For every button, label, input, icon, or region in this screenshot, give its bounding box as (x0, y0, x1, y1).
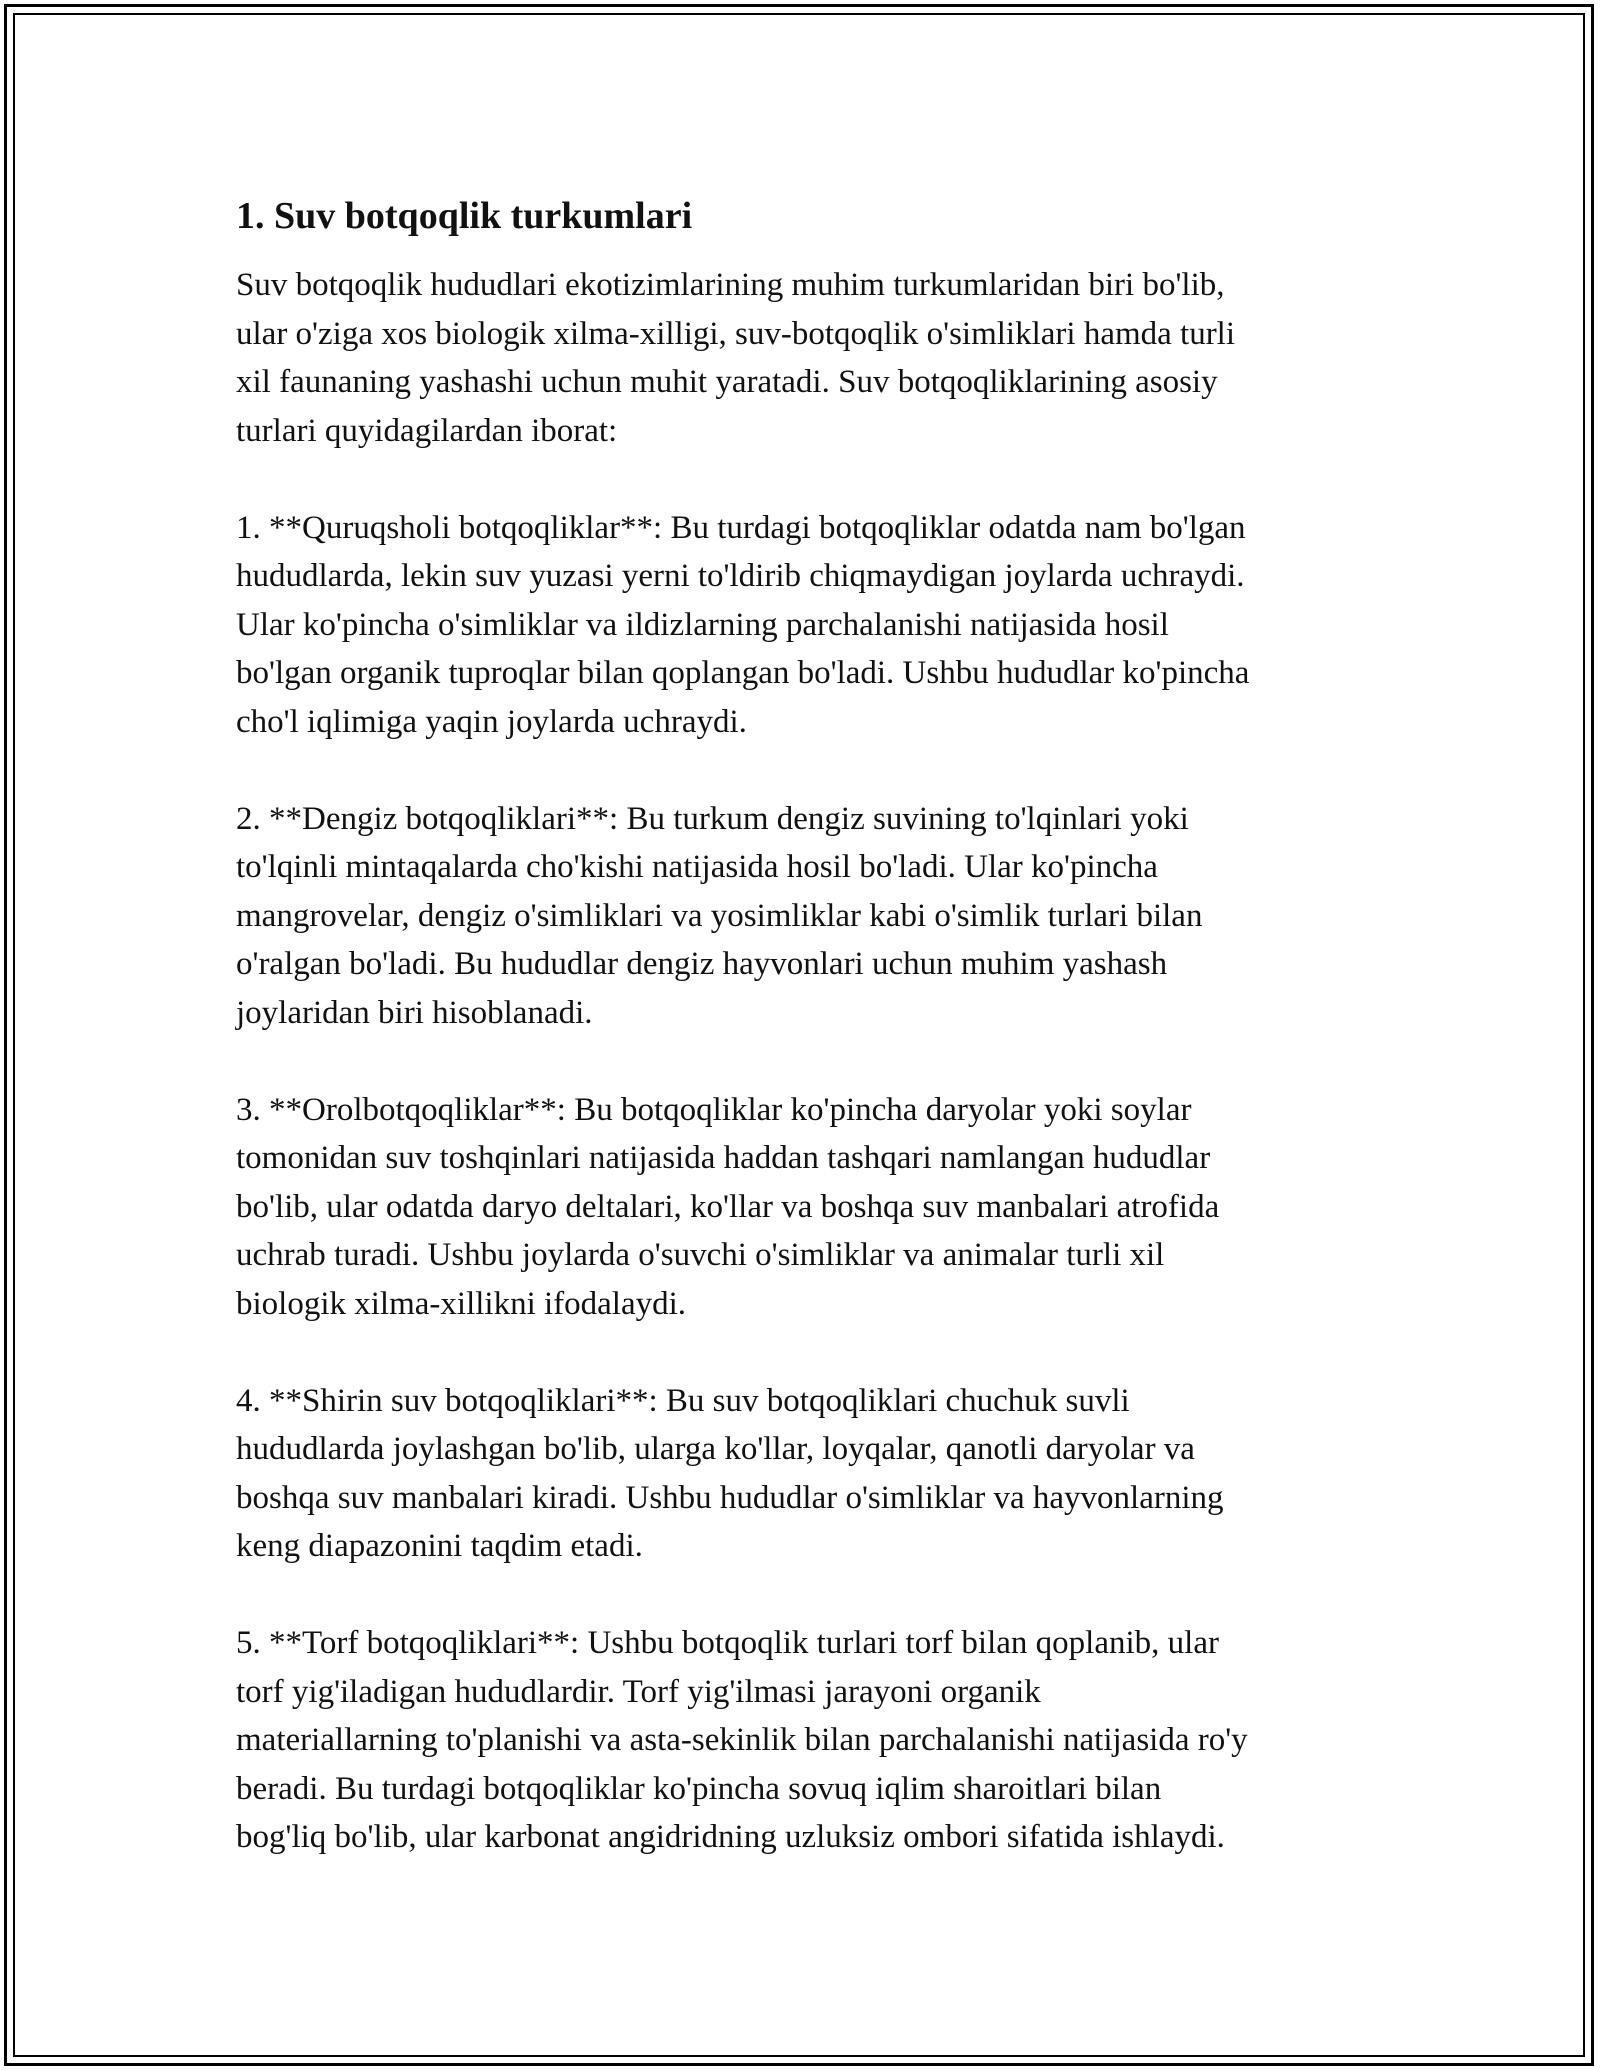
intro-paragraph: Suv botqoqlik hududlari ekotizimlarining muhim turkumlaridan biri bo'lib, ular o'ziga xos biologik xilma-xilligi, suv-botqoqlik o'simliklari hamda turli xil faunaning yashashi uchun muhit yaratadi. Suv botqoqliklarining asosiy turlari quyidagilardan iborat: (236, 267, 1236, 449)
list-item-paragraph: 3. **Orolbotqoqliklar**: Bu botqoqliklar ko'pincha daryolar yoki soylar tomonidan suv toshqinlari natijasida haddan tashqari namlangan hududlar bo'lib, ular odatda daryo deltalari, ko'llar va boshqa suv manbalari atrofida uchrab turadi. Ushbu joylarda o'suvchi o'simliklar va animalar turli xil biologik xilma-xillikni ifodalaydi. (236, 1091, 1220, 1322)
document-body (236, 180, 1376, 1910)
list-item-paragraph: 1. **Quruqsholi botqoqliklar**: Bu turdagi botqoqliklar odatda nam bo'lgan hududlarda, lekin suv yuzasi yerni to'ldirib chiqmaydigan joylarda uchraydi. Ular ko'pincha o'simliklar va ildizlarning parchalanishi natijasida hosil bo'lgan organik tuproqlar bilan qoplangan bo'ladi. Ushbu hududlar ko'pincha cho'l iqlimiga yaqin joylarda uchraydi. (236, 509, 1250, 740)
section-heading: 1. Suv botqoqlik turkumlari (236, 195, 693, 237)
list-item-paragraph: 5. **Torf botqoqliklari**: Ushbu botqoqlik turlari torf bilan qoplanib, ular torf yig'iladigan hududlardir. Torf yig'ilmasi jarayoni organik materiallarning to'planishi va asta-sekinlik bilan parchalanishi natijasida ro'y beradi. Bu turdagi botqoqliklar ko'pincha sovuq iqlim sharoitlari bilan bog'liq bo'lib, ular karbonat angidridning uzluksiz ombori sifatida ishlaydi. (236, 1625, 1248, 1855)
list-item-paragraph: 2. **Dengiz botqoqliklari**: Bu turkum dengiz suvining to'lqinlari yoki to'lqinli mintaqalarda cho'kishi natijasida hosil bo'ladi. Ular ko'pincha mangrovelar, dengiz o'simliklari va yosimliklar kabi o'simlik turlari bilan o'ralgan bo'ladi. Bu hududlar dengiz hayvonlari uchun muhim yashash joylaridan biri hisoblanadi. (236, 800, 1203, 1031)
list-item-paragraph: 4. **Shirin suv botqoqliklari**: Bu suv botqoqliklari chuchuk suvli hududlarda joylashgan bo'lib, ularga ko'llar, loyqalar, qanotli daryolar va boshqa suv manbalari kiradi. Ushbu hududlar o'simliklar va hayvonlarning keng diapazonini taqdim etadi. (236, 1382, 1224, 1564)
